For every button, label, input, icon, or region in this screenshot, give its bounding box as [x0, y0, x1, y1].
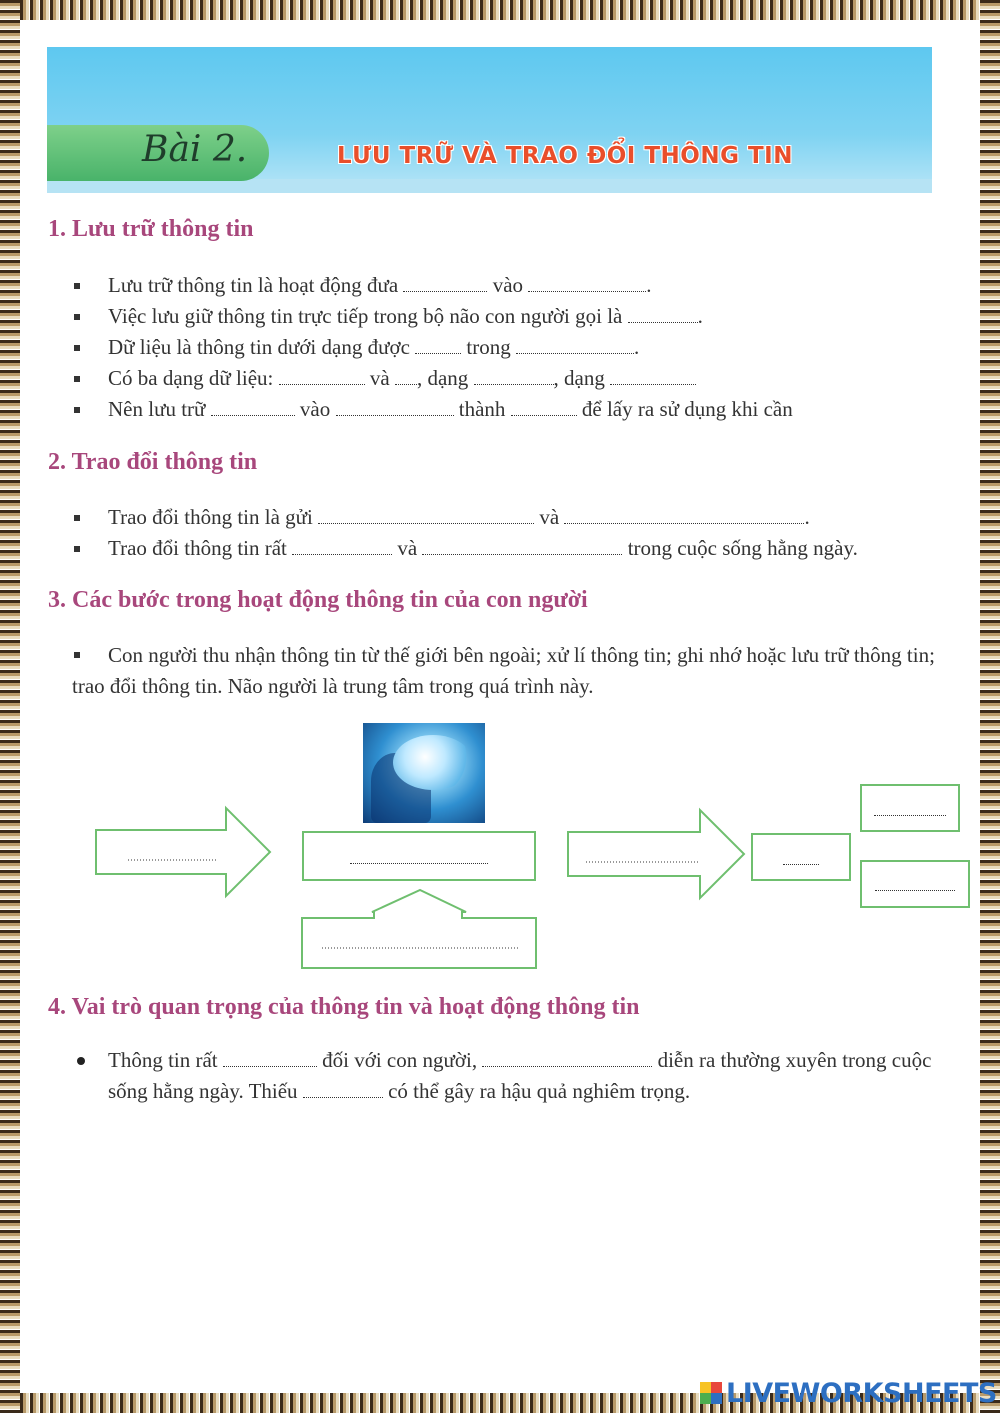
result-box-top[interactable] [860, 784, 960, 832]
output-arrow-shape [568, 810, 744, 898]
fill-blank[interactable] [528, 274, 646, 292]
square-bullet-icon [74, 407, 80, 413]
fill-blank[interactable] [422, 537, 622, 555]
square-bullet-icon [74, 546, 80, 552]
watermark-text: LIVEWORKSHEETS [726, 1377, 997, 1409]
lesson-banner [47, 47, 932, 193]
exchange-box-blank[interactable] [783, 864, 819, 865]
fill-blank[interactable] [403, 274, 487, 292]
fill-blank[interactable] [415, 336, 461, 354]
list-item: Nên lưu trữ vào thành để lấy ra sử dụng khi cần [72, 394, 952, 425]
fill-blank[interactable] [336, 398, 454, 416]
input-arrow-shape [96, 808, 270, 896]
list-item: Dữ liệu là thông tin dưới dạng được trong . [72, 332, 952, 363]
brain-image [363, 723, 485, 823]
fill-blank[interactable] [628, 305, 698, 323]
decorative-border-right [980, 0, 1000, 1413]
processing-box[interactable] [302, 831, 536, 881]
square-bullet-icon [74, 345, 80, 351]
fill-blank[interactable] [564, 506, 804, 524]
banner-stripe [47, 179, 932, 193]
brain-icon [393, 735, 473, 790]
square-bullet-icon [74, 283, 80, 289]
fill-blank[interactable] [292, 537, 392, 555]
list-item: Trao đổi thông tin là gửi và . [72, 502, 952, 533]
up-arrow-shape [302, 890, 536, 968]
decorative-border-left [0, 0, 20, 1413]
liveworksheets-logo-icon [700, 1382, 722, 1404]
section-2-list [72, 502, 952, 564]
list-item: Có ba dạng dữ liệu: và , dạng , dạng [72, 363, 952, 394]
fill-blank[interactable] [511, 398, 577, 416]
result-box-bottom[interactable] [860, 860, 970, 908]
list-item: Thông tin rất đối với con người, diễn ra thường xuyên trong cuộc sống hằng ngày. Thiếu có thể gây ra hậu quả nghiêm trọng. [72, 1045, 952, 1107]
square-bullet-icon [74, 376, 80, 382]
section-1-list [72, 270, 952, 425]
list-item: Lưu trữ thông tin là hoạt động đưa vào . [72, 270, 952, 301]
liveworksheets-watermark [700, 1376, 997, 1410]
fill-blank[interactable] [474, 367, 554, 385]
section-2-heading: 2. Trao đổi thông tin [48, 449, 258, 475]
exchange-box[interactable] [751, 833, 851, 881]
fill-blank[interactable] [395, 367, 417, 385]
lesson-title: LƯU TRỮ VÀ TRAO ĐỔI THÔNG TIN [337, 143, 793, 169]
square-bullet-icon [74, 652, 80, 658]
square-bullet-icon [74, 314, 80, 320]
result-box-bottom-blank[interactable] [875, 890, 955, 891]
section-1-heading: 1. Lưu trữ thông tin [48, 216, 254, 242]
section-4-list [72, 1045, 952, 1107]
fill-blank[interactable] [303, 1080, 383, 1098]
lesson-number: Bài 2. [142, 129, 248, 170]
fill-blank[interactable] [610, 367, 696, 385]
section-3-heading: 3. Các bước trong hoạt động thông tin của con người [48, 587, 588, 613]
square-bullet-icon [74, 515, 80, 521]
fill-blank[interactable] [211, 398, 295, 416]
section-3-paragraph: Con người thu nhận thông tin từ thế giới bên ngoài; xử lí thông tin; ghi nhớ hoặc lưu trữ thông tin; trao đổi thông tin. Não người là trung tâm trong quá trình này. [72, 643, 935, 698]
list-item: Trao đổi thông tin rất và trong cuộc sống hằng ngày. [72, 533, 952, 564]
fill-blank[interactable] [516, 336, 634, 354]
decorative-border-top [0, 0, 1000, 20]
fill-blank[interactable] [279, 367, 365, 385]
processing-box-blank[interactable] [350, 863, 488, 864]
fill-blank[interactable] [223, 1049, 317, 1067]
list-item: Việc lưu giữ thông tin trực tiếp trong bộ não con người gọi là . [72, 301, 952, 332]
fill-blank[interactable] [482, 1049, 652, 1067]
result-box-top-blank[interactable] [874, 815, 946, 816]
section-4-heading: 4. Vai trò quan trọng của thông tin và hoạt động thông tin [48, 994, 640, 1020]
round-bullet-icon [77, 1057, 85, 1065]
fill-blank[interactable] [318, 506, 534, 524]
